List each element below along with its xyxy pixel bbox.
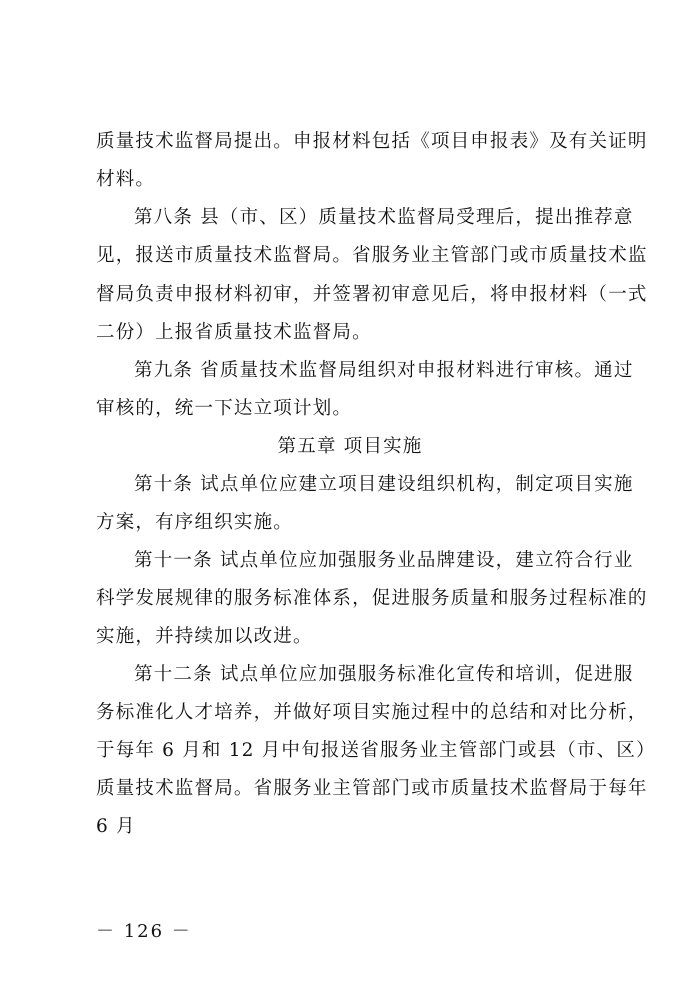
paragraph-line: 材料。 <box>96 169 156 190</box>
paragraph-line: 6 月 <box>96 816 136 837</box>
paragraph-line: 督局负责申报材料初审，并签署初审意见后，将申报材料（一式 <box>96 284 648 305</box>
article-8-line: 第八条 县（市、区）质量技术监督局受理后，提出推荐意 <box>134 207 634 228</box>
article-10-line: 第十条 试点单位应建立项目建设组织机构，制定项目实施 <box>134 474 634 495</box>
paragraph-line: 质量技术监督局。省服务业主管部门或市质量技术监督局于每年 <box>96 778 648 799</box>
paragraph-line: 二份）上报省质量技术监督局。 <box>96 322 372 343</box>
paragraph-line: 务标准化人才培养，并做好项目实施过程中的总结和对比分析， <box>96 702 648 723</box>
paragraph-line: 于每年 6 月和 12 月中旬报送省服务业主管部门或县（市、区） <box>96 740 656 761</box>
paragraph-line: 审核的，统一下达立项计划。 <box>96 398 353 419</box>
paragraph-line: 方案，有序组织实施。 <box>96 512 294 533</box>
page-number: － 126 － <box>96 921 192 942</box>
article-12-line: 第十二条 试点单位应加强服务标准化宣传和培训，促进服 <box>134 664 634 685</box>
paragraph-line: 见，报送市质量技术监督局。省服务业主管部门或市质量技术监 <box>96 245 648 266</box>
paragraph-line: 实施，并持续加以改进。 <box>96 626 313 647</box>
article-11-line: 第十一条 试点单位应加强服务业品牌建设，建立符合行业 <box>134 550 634 571</box>
chapter-heading: 第五章 项目实施 <box>277 436 423 457</box>
article-9-line: 第九条 省质量技术监督局组织对申报材料进行审核。通过 <box>134 360 634 381</box>
paragraph-line: 质量技术监督局提出。申报材料包括《项目申报表》及有关证明 <box>96 131 648 152</box>
paragraph-line: 科学发展规律的服务标准体系，促进服务质量和服务过程标准的 <box>96 588 648 609</box>
